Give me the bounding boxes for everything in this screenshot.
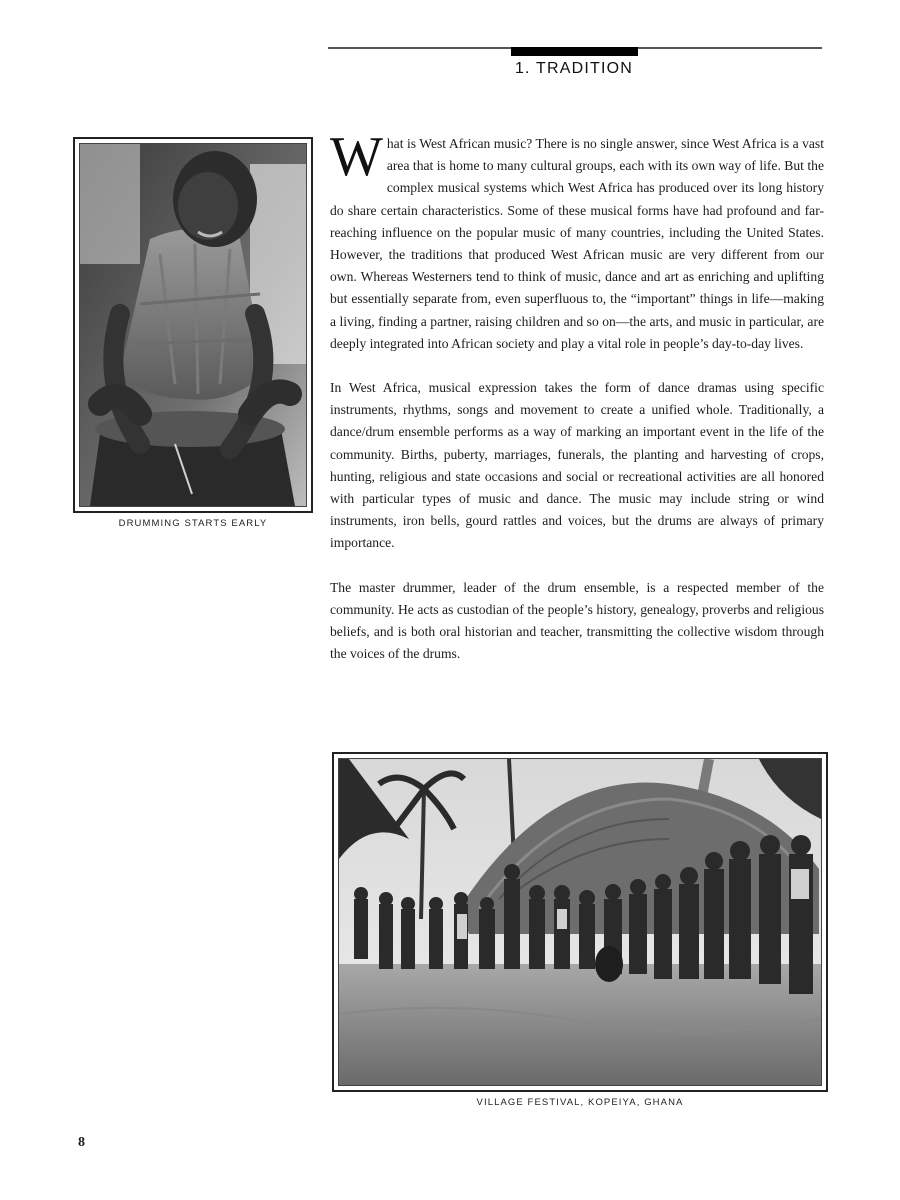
paragraph-1-text: hat is West African music? There is no single answer, since West Africa is a vast area that is home to many cultural groups, each with its own way of life. But the complex musical systems which West Africa has produced over its long history do share certain characteristics. Some of these musical forms have had profound and far-reaching influence on the popular music of many countries, including the United States. However, the traditions that produced West African music are very different from our own. Whereas Westerners tend to think of music, dance and art as enriching and uplifting but essentially separate from, even superfluous to, the “important” things in life—making a living, finding a partner, raising children and so on—the arts, and music in particular, are deeply integrated into African society and play a vital role in people’s day-to-day lives. bbox=[330, 136, 824, 351]
village-festival-photo bbox=[332, 752, 828, 1092]
paragraph-3: The master drummer, leader of the drum ensemble, is a respected member of the community. He acts as custodian of the people’s history, genealogy, proverbs and religious beliefs, and is both oral historian and teacher, transmitting the collective wisdom through the voices of the drums. bbox=[330, 579, 824, 662]
child-drumming-photo bbox=[73, 137, 313, 513]
paragraph-2: In West Africa, musical expression takes the form of dance dramas using specific instruments, rhythms, songs and movement to create a unified whole. Traditionally, a dance/drum ensemble performs as a way of marking an important event in the life of the community. Births, puberty, marriages, funerals, the planting and harvesting of crops, hunting, religious and state occasions and social or recreational activities are all honored with particular types of music and dance. The music may include string or wind instruments, iron bells, gourd rattles and voices, but the drums are always of primary importance. bbox=[330, 380, 824, 551]
paragraph-1 bbox=[330, 126, 824, 355]
article-body bbox=[330, 126, 824, 687]
village-photo-caption: VILLAGE FESTIVAL, KOPEIYA, GHANA bbox=[476, 1097, 684, 1108]
child-photo-caption: DRUMMING STARTS EARLY bbox=[118, 518, 268, 529]
header-rule-block bbox=[511, 47, 638, 56]
page-number: 8 bbox=[78, 1135, 85, 1150]
child-photo-image bbox=[80, 144, 306, 506]
chapter-title: 1. TRADITION bbox=[514, 60, 634, 77]
drop-cap: W bbox=[330, 126, 383, 188]
village-photo-image bbox=[339, 759, 821, 1085]
